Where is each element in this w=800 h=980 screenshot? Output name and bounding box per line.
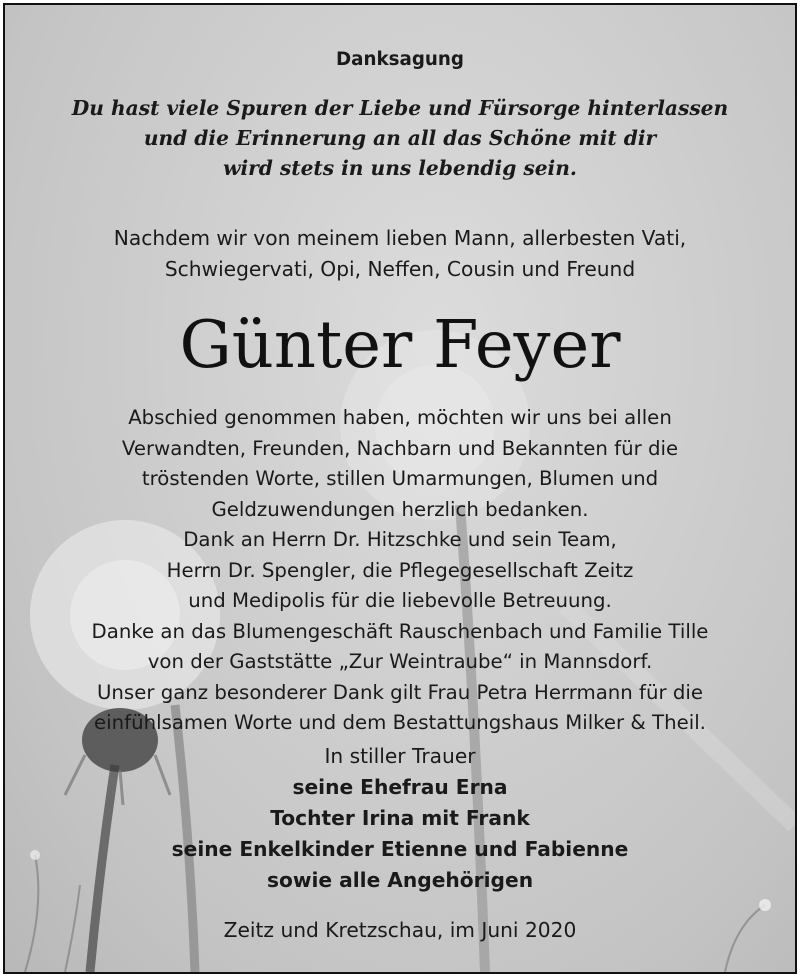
thanks-line: Verwandten, Freunden, Nachbarn und Bekannten für die <box>121 436 679 460</box>
quote-line: und die Erinnerung an all das Schöne mit dir <box>143 126 657 150</box>
quote-line: wird stets in uns lebendig sein. <box>223 156 577 180</box>
heading: Danksagung <box>336 49 464 70</box>
intro-line: Schwiegervati, Opi, Neffen, Cousin und Freund <box>164 257 636 281</box>
memorial-quote <box>5 93 795 183</box>
mourner-line: seine Enkelkinder Etienne und Fabienne <box>171 837 629 861</box>
thanks-line: Geldzuwendungen herzlich bedanken. <box>211 497 589 521</box>
mourner-line: Tochter Irina mit Frank <box>270 806 530 830</box>
place-date: Zeitz und Kretzschau, im Juni 2020 <box>223 918 577 942</box>
mourner-line: seine Ehefrau Erna <box>292 775 508 799</box>
mourners-signature <box>5 741 795 896</box>
thanks-line: von der Gaststätte „Zur Weintraube“ in Mannsdorf. <box>147 650 653 673</box>
intro-line: Nachdem wir von meinem lieben Mann, allerbesten Vati, <box>113 226 687 250</box>
thanks-line: Herrn Dr. Spengler, die Pflegegesellschaft Zeitz <box>166 558 634 582</box>
thanks-line: Unser ganz besonderer Dank gilt Frau Petra Herrmann für die <box>96 680 703 704</box>
mourner-line: sowie alle Angehörigen <box>266 868 534 892</box>
thanks-line: Danke an das Blumengeschäft Rauschenbach und Familie Tille <box>91 619 709 643</box>
obituary-card <box>3 3 797 974</box>
thanks-text <box>5 403 795 739</box>
thanks-line: Abschied genommen haben, möchten wir uns bei allen <box>128 406 672 429</box>
thanks-line: Dank an Herrn Dr. Hitzschke und sein Team, <box>183 528 617 551</box>
thanks-line: einfühlsamen Worte und dem Bestattungshaus Milker & Theil. <box>94 711 706 734</box>
deceased-name: Günter Feyer <box>179 307 621 383</box>
intro-text <box>5 223 795 285</box>
signature-lead: In stiller Trauer <box>324 744 476 768</box>
thanks-line: tröstenden Worte, stillen Umarmungen, Blumen und <box>141 467 659 490</box>
quote-line: Du hast viele Spuren der Liebe und Fürsorge hinterlassen <box>71 96 729 120</box>
thanks-line: und Medipolis für die liebevolle Betreuung. <box>188 589 612 612</box>
